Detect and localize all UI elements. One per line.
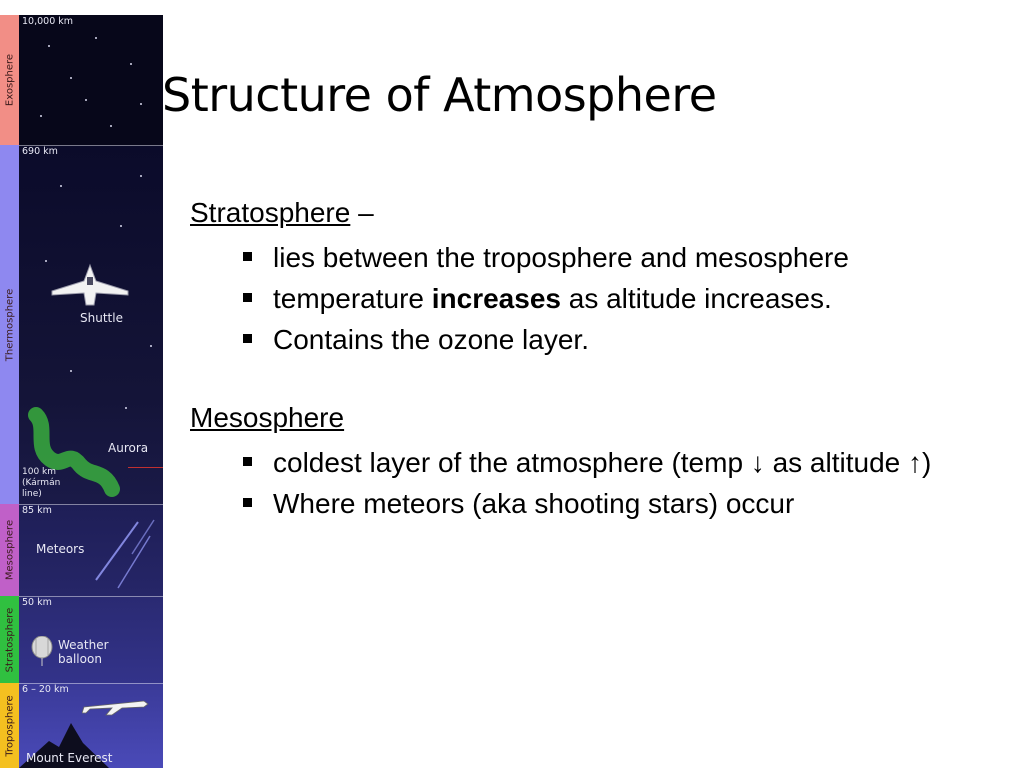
layer-name: Exosphere bbox=[4, 53, 15, 107]
bullet-text: temperature bbox=[273, 283, 432, 314]
bullet-square-icon bbox=[243, 252, 252, 261]
layer-mesosphere bbox=[0, 504, 163, 596]
layer-tab-stratosphere bbox=[0, 596, 20, 683]
layer-stratosphere bbox=[0, 596, 163, 683]
slide-content bbox=[190, 195, 990, 524]
layer-name: Thermosphere bbox=[4, 288, 15, 361]
bullet-text: coldest layer of the atmosphere (temp ↓ as altitude ↑) bbox=[273, 447, 932, 478]
layer-tab-thermosphere bbox=[0, 145, 20, 504]
layer-troposphere bbox=[0, 683, 163, 768]
heading-text: Mesosphere bbox=[190, 402, 345, 433]
bullet-text: Where meteors (aka shooting stars) occur bbox=[273, 488, 795, 519]
meteor-icon bbox=[88, 518, 158, 592]
altitude-label: 6 – 20 km bbox=[22, 684, 69, 695]
karman-line-label: 100 km (Kármán line) bbox=[22, 467, 61, 499]
bullet-text: as altitude increases. bbox=[560, 283, 832, 314]
section-heading-mesosphere bbox=[190, 400, 990, 436]
shuttle-label: Shuttle bbox=[80, 311, 123, 325]
balloon-icon bbox=[30, 636, 54, 668]
layer-thermosphere bbox=[0, 145, 163, 504]
shuttle-icon bbox=[50, 263, 130, 311]
bullet-square-icon bbox=[243, 457, 252, 466]
bullet-square-icon bbox=[243, 293, 252, 302]
list-item bbox=[190, 278, 990, 319]
list-item bbox=[190, 483, 990, 524]
layer-tab-troposphere bbox=[0, 683, 20, 768]
list-item bbox=[190, 442, 973, 483]
atmosphere-diagram bbox=[0, 15, 163, 768]
meteors-label: Meteors bbox=[36, 542, 85, 556]
layer-name: Mesosphere bbox=[4, 519, 15, 581]
altitude-label: 85 km bbox=[22, 505, 52, 516]
heading-text: Stratosphere bbox=[190, 197, 351, 228]
bullet-list-mesosphere bbox=[190, 442, 990, 524]
list-item bbox=[190, 319, 990, 360]
list-item bbox=[190, 237, 990, 278]
balloon-label: Weather balloon bbox=[58, 638, 109, 666]
bullet-text: lies between the troposphere and mesosphere bbox=[273, 242, 849, 273]
altitude-label: 10,000 km bbox=[22, 16, 74, 27]
bullet-list-stratosphere bbox=[190, 237, 990, 360]
layer-pane-exosphere bbox=[19, 15, 163, 145]
slide-title: Structure of Atmosphere bbox=[162, 68, 717, 122]
bullet-square-icon bbox=[243, 498, 252, 507]
bullet-text: Contains the ozone layer. bbox=[273, 324, 589, 355]
heading-suffix: – bbox=[350, 197, 374, 228]
altitude-label: 690 km bbox=[22, 146, 58, 157]
layer-name: Troposphere bbox=[4, 694, 15, 757]
bullet-square-icon bbox=[243, 334, 252, 343]
section-heading-stratosphere bbox=[190, 195, 990, 231]
altitude-label: 50 km bbox=[22, 597, 52, 608]
layer-tab-exosphere bbox=[0, 15, 20, 145]
aurora-label: Aurora bbox=[108, 441, 149, 455]
layer-name: Stratosphere bbox=[4, 607, 15, 672]
mount-everest-label: Mount Everest bbox=[26, 751, 113, 765]
layer-tab-mesosphere bbox=[0, 504, 20, 596]
airplane-icon bbox=[82, 693, 150, 717]
bullet-bold-text: increases bbox=[431, 283, 561, 314]
layer-exosphere bbox=[0, 15, 163, 145]
